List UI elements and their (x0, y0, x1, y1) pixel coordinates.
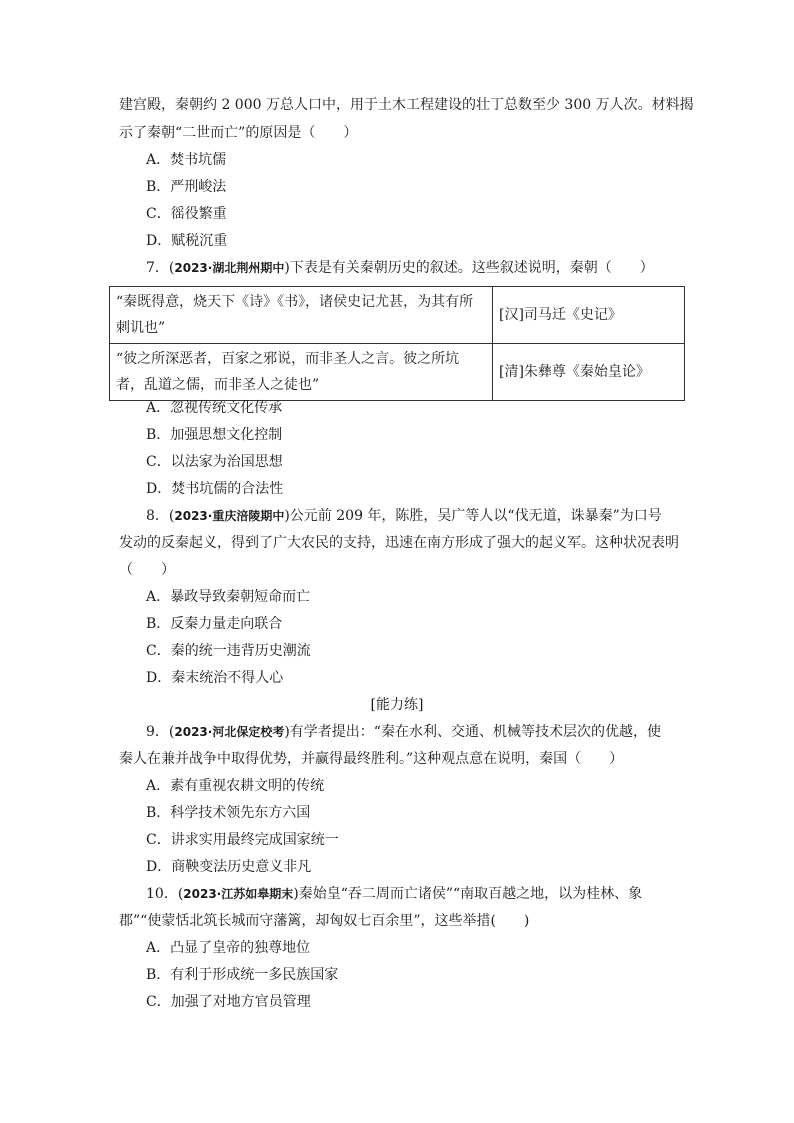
q9-stem-line1 (146, 722, 661, 742)
q10-source: 2023·江苏如皋期末 (183, 887, 294, 901)
q8-number: 8．( (146, 508, 175, 524)
q7-cite-1: [汉]司马迁《史记》 (493, 287, 685, 344)
q9-option-b: B．科学技术领先东方六国 (146, 805, 311, 821)
q8-stem-text: )公元前 209 年，陈胜，吴广等人以“伐无道，诛暴秦”为口号 (284, 508, 662, 524)
table-row (110, 287, 685, 344)
q10-stem-text: )秦始皇“吞二周而亡诸侯”“南取百越之地，以为桂林、象 (293, 886, 643, 902)
q10-number: 10．( (146, 886, 184, 902)
q6-option-a: A．焚书坑儒 (146, 152, 227, 168)
q7-source: 2023·湖北荆州期中 (174, 261, 285, 275)
q7-number: 7．( (146, 260, 175, 276)
q8-source: 2023·重庆涪陵期中 (174, 509, 285, 523)
q6-stem-line1: 建宫殿，秦朝约 2 000 万总人口中，用于土木工程建设的壮丁总数至少 300 万人次。材料揭 (119, 97, 694, 113)
q9-option-c: C．讲求实用最终完成国家统一 (146, 832, 339, 848)
q8-option-b: B．反秦力量走向联合 (146, 616, 283, 632)
q8-stem-line3: （ ） (119, 562, 175, 578)
q6-stem-line2: 示了秦朝“二世而亡”的原因是（ ） (119, 125, 358, 141)
q9-option-d: D．商鞅变法历史意义非凡 (146, 859, 312, 875)
q9-source: 2023·河北保定校考 (174, 725, 285, 739)
q8-stem-line2: 发动的反秦起义，得到了广大农民的支持，迅速在南方形成了强大的起义军。这种状况表明 (119, 535, 679, 551)
q7-option-b: B．加强思想文化控制 (146, 427, 283, 443)
q8-option-a: A．暴政导致秦朝短命而亡 (146, 589, 311, 605)
q9-number: 9．( (146, 724, 175, 740)
q6-option-d: D．赋税沉重 (146, 233, 228, 249)
q7-quote-1: “秦既得意，烧天下《诗》《书》，诸侯史记尤甚，为其有所刺讥也” (110, 287, 493, 344)
q6-option-b: B．严刑峻法 (146, 179, 227, 195)
q6-option-c: C．徭役繁重 (146, 206, 227, 222)
q8-option-c: C．秦的统一违背历史潮流 (146, 643, 311, 659)
q7-stem-text: )下表是有关秦朝历史的叙述。这些叙述说明，秦朝（ ） (284, 260, 654, 276)
q10-option-c: C．加强了对地方官员管理 (146, 994, 311, 1010)
q7-option-c: C．以法家为治国思想 (146, 454, 283, 470)
q9-option-a: A．素有重视农耕文明的传统 (146, 778, 325, 794)
q7-option-a: A．忽视传统文化传承 (146, 400, 283, 416)
q10-stem-line2: 郡”“使蒙恬北筑长城而守藩篱，却匈奴七百余里”，这些举措( ) (119, 913, 530, 929)
q9-stem-line2: 秦人在兼并战争中取得优势，并赢得最终胜利。”这种观点意在说明，秦国（ ） (119, 751, 624, 767)
q7-quote-2: “彼之所深恶者，百家之邪说，而非圣人之言。彼之所坑者，乱道之儒，而非圣人之徒也” (110, 344, 493, 401)
q8-stem-line1 (146, 506, 662, 526)
section-heading: [能力练] (370, 697, 424, 713)
q10-option-b: B．有利于形成统一多民族国家 (146, 967, 339, 983)
q10-stem-line1 (146, 884, 642, 904)
q7-cite-2: [清]朱彝尊《秦始皇论》 (493, 344, 685, 401)
q7-option-d: D．焚书坑儒的合法性 (146, 481, 284, 497)
q7-quote-table (109, 286, 685, 401)
q9-stem-text: )有学者提出：“秦在水利、交通、机械等技术层次的优越，使 (284, 724, 661, 740)
q7-stem (146, 258, 654, 278)
q8-option-d: D．秦末统治不得人心 (146, 670, 284, 686)
q10-option-a: A．凸显了皇帝的独尊地位 (146, 940, 311, 956)
table-row (110, 344, 685, 401)
